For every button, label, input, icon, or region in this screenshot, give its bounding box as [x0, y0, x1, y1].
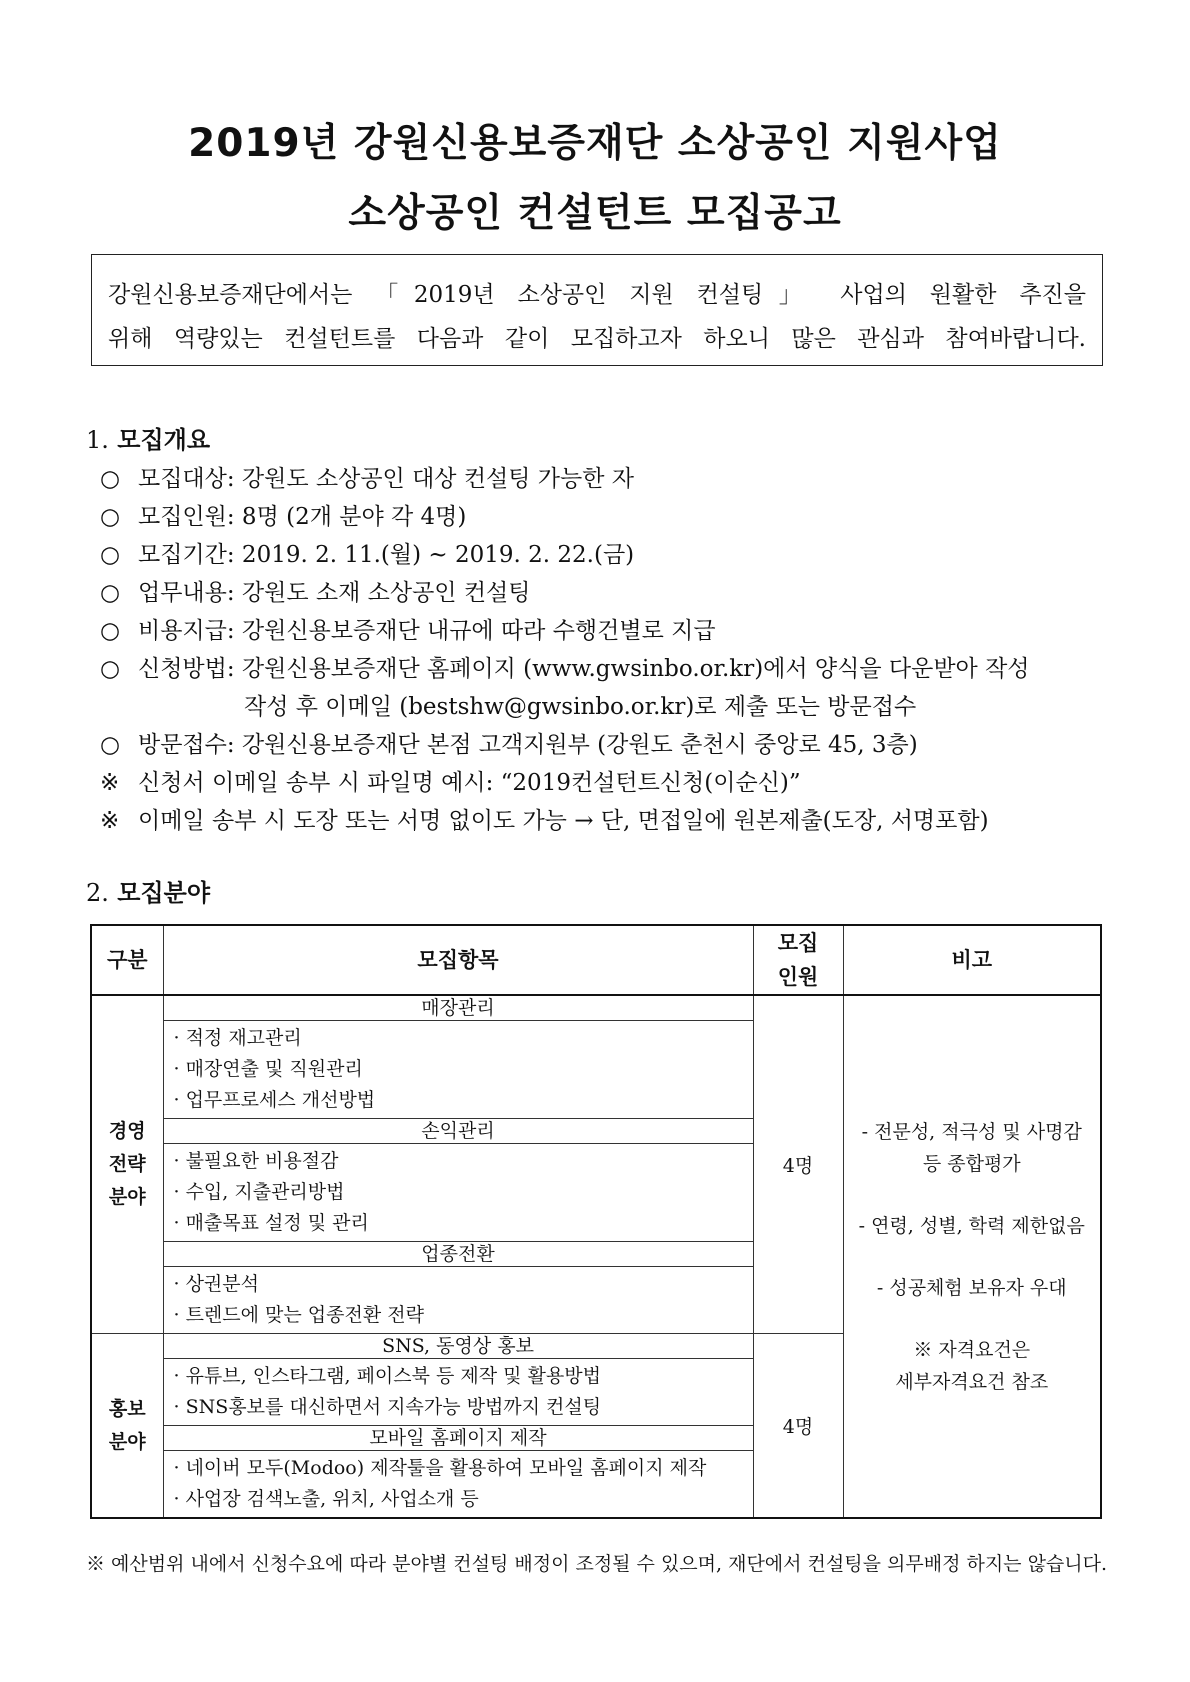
reference-mark-icon: ※: [100, 808, 120, 834]
overview-item: ○ 모집인원: 8명 (2개 분야 각 4명): [100, 504, 467, 530]
header-remarks: 비고: [843, 925, 1101, 995]
intro-box: [91, 254, 1103, 366]
circle-bullet-icon: ○: [100, 466, 121, 492]
overview-note: ※ 이메일 송부 시 도장 또는 서명 없이도 가능 → 단, 면접일에 원본제출(도장, 서명포함): [100, 808, 989, 834]
circle-bullet-icon: ○: [100, 580, 121, 606]
overview-item-continuation: 작성 후 이메일 (bestshw@gwsinbo.or.kr)로 제출 또는 방문접수: [244, 694, 917, 720]
overview-item: ○ 업무내용: 강원도 소재 소상공인 컨설팅: [100, 580, 531, 606]
overview-item: ○ 비용지급: 강원신용보증재단 내규에 따라 수행건별로 지급: [100, 618, 716, 644]
overview-item: ○ 모집대상: 강원도 소상공인 대상 컨설팅 가능한 자: [100, 466, 634, 492]
subgroup-items: · 적정 재고관리 · 매장연출 및 직원관리 · 업무프로세스 개선방법: [163, 1021, 753, 1119]
remarks-cell: - 전문성, 적극성 및 사명감 등 종합평가 - 연령, 성별, 학력 제한없음 - 성공체험 보유자 우대 ※ 자격요건은 세부자격요건 참조: [843, 995, 1101, 1518]
intro-line-2: 위해 역량있는 컨설턴트를 다음과 같이 모집하고자 하오니 많은 관심과 참여바랍니다.: [108, 326, 1086, 352]
circle-bullet-icon: ○: [100, 504, 121, 530]
subgroup-title: 모바일 홈페이지 제작: [163, 1426, 753, 1451]
count-management: 4명: [753, 995, 843, 1334]
overview-item: ○ 모집기간: 2019. 2. 11.(월) ~ 2019. 2. 22.(금): [100, 542, 635, 568]
table-header-row: [91, 925, 1101, 995]
section1-number: 1.: [86, 426, 109, 454]
subgroup-title: 손익관리: [163, 1119, 753, 1144]
reference-mark-icon: ※: [100, 770, 120, 796]
header-items: 모집항목: [163, 925, 753, 995]
overview-note: ※ 신청서 이메일 송부 시 파일명 예시: “2019컨설턴트신청(이순신)”: [100, 770, 801, 796]
circle-bullet-icon: ○: [100, 732, 121, 758]
subgroup-title: 매장관리: [163, 995, 753, 1021]
footer-note: ※ 예산범위 내에서 신청수요에 따라 분야별 컨설팅 배정이 조정될 수 있으며, 재단에서 컨설팅을 의무배정 하지는 않습니다.: [86, 1553, 1108, 1575]
section2-heading: [86, 873, 210, 908]
header-category: 구분: [91, 925, 163, 995]
section1-title: 모집개요: [117, 426, 211, 454]
circle-bullet-icon: ○: [100, 618, 121, 644]
document-title-line1: 2019년 강원신용보증재단 소상공인 지원사업: [188, 121, 1002, 166]
subgroup-items: · 유튜브, 인스타그램, 페이스북 등 제작 및 활용방법 · SNS홍보를 대신하면서 지속가능 방법까지 컨설팅: [163, 1359, 753, 1426]
recruitment-table: [90, 924, 1102, 1519]
subgroup-title: SNS, 동영상 홍보: [163, 1334, 753, 1359]
section2-title: 모집분야: [117, 879, 211, 907]
overview-item: ○ 신청방법: 강원신용보증재단 홈페이지 (www.gwsinbo.or.kr)에서 양식을 다운받아 작성: [100, 656, 1030, 682]
count-promotion: 4명: [753, 1334, 843, 1519]
header-count: 모집 인원: [753, 925, 843, 995]
circle-bullet-icon: ○: [100, 656, 121, 682]
intro-line-1: 강원신용보증재단에서는 「2019년 소상공인 지원 컨설팅」 사업의 원활한 추진을: [108, 282, 1086, 308]
category-management: 경영 전략 분야: [91, 995, 163, 1334]
overview-item: ○ 방문접수: 강원신용보증재단 본점 고객지원부 (강원도 춘천시 중앙로 45, 3층): [100, 732, 918, 758]
section1-heading: [86, 420, 210, 455]
category-promotion: 홍보 분야: [91, 1334, 163, 1519]
circle-bullet-icon: ○: [100, 542, 121, 568]
document-title-line2: 소상공인 컨설턴트 모집공고: [348, 191, 842, 236]
subgroup-title: 업종전환: [163, 1242, 753, 1267]
subgroup-items: · 상권분석 · 트렌드에 맞는 업종전환 전략: [163, 1267, 753, 1334]
subgroup-items: · 불필요한 비용절감 · 수입, 지출관리방법 · 매출목표 설정 및 관리: [163, 1144, 753, 1242]
table-row: [91, 995, 1101, 1021]
subgroup-items: · 네이버 모두(Modoo) 제작툴을 활용하여 모바일 홈페이지 제작 · 사업장 검색노출, 위치, 사업소개 등: [163, 1451, 753, 1519]
section2-number: 2.: [86, 879, 109, 907]
